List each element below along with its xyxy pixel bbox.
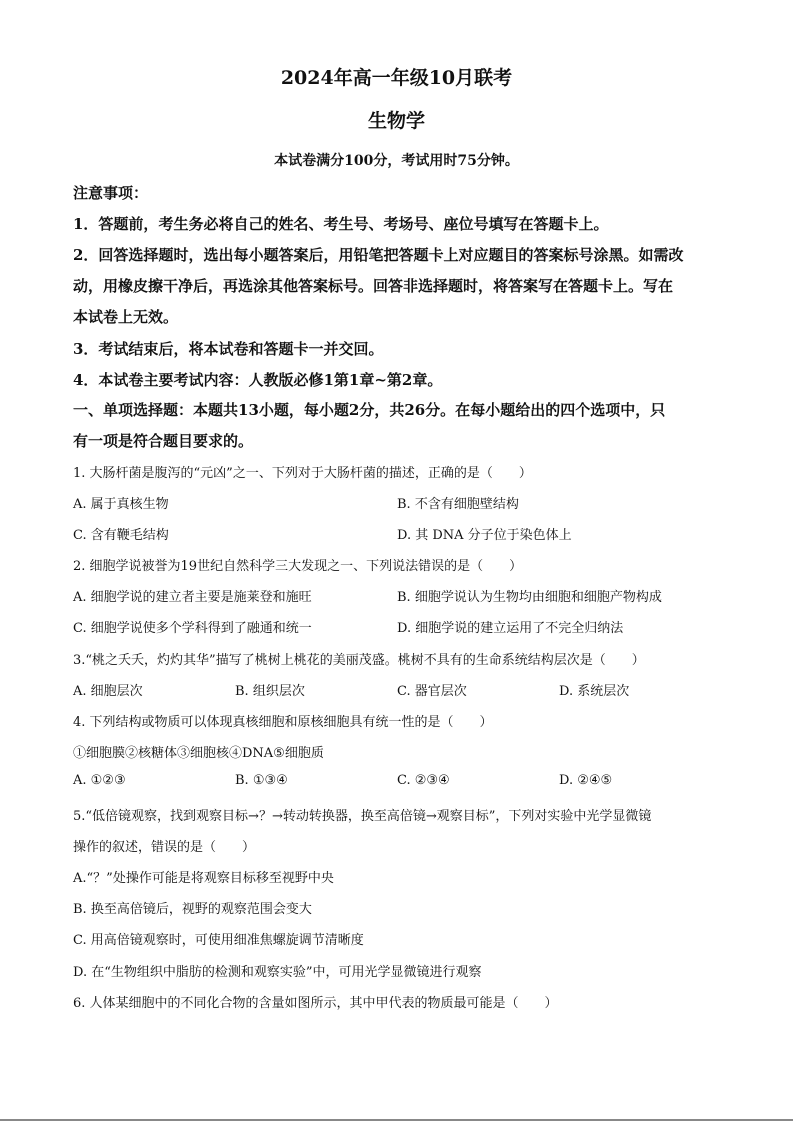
- question-1-option-d: D. 其 DNA 分子位于染色体上: [397, 528, 572, 543]
- exam-info: 本试卷满分100分，考试用时75分钟。: [274, 153, 519, 169]
- question-3-option-d: D. 系统层次: [559, 684, 630, 699]
- question-1-option-a: A. 属于真核生物: [73, 497, 169, 512]
- question-3-stem: 3.“桃之夭夭，灼灼其华”描写了桃树上桃花的美丽茂盛。桃树不具有的生命系统结构层次是（ ）: [73, 653, 645, 668]
- question-2-option-a: A. 细胞学说的建立者主要是施莱登和施旺: [73, 590, 312, 605]
- question-6-stem: 6. 人体某细胞中的不同化合物的含量如图所示，其中甲代表的物质最可能是（ ）: [73, 996, 558, 1011]
- question-2-stem: 2. 细胞学说被誉为19世纪自然科学三大发现之一、下列说法错误的是（ ）: [73, 559, 523, 574]
- notice-heading: 注意事项：: [73, 184, 149, 202]
- section-heading-line-2: 有一项是符合题目要求的。: [73, 432, 254, 450]
- notice-item-3: 3．考试结束后，将本试卷和答题卡一并交回。: [73, 340, 384, 358]
- question-2-option-b: B. 细胞学说认为生物均由细胞和细胞产物构成: [397, 590, 662, 605]
- question-3-option-a: A. 细胞层次: [73, 684, 143, 699]
- question-5-option-b: B. 换至高倍镜后，视野的观察范围会变大: [73, 902, 312, 917]
- question-5-option-c: C. 用高倍镜观察时，可使用细准焦螺旋调节清晰度: [73, 933, 364, 948]
- subject-title: 生物学: [367, 110, 425, 132]
- question-4-option-a: A. ①②③: [73, 773, 126, 788]
- question-3-option-c: C. 器官层次: [397, 684, 467, 699]
- question-4-list: ①细胞膜②核糖体③细胞核④DNA⑤细胞质: [73, 746, 324, 761]
- question-3-option-b: B. 组织层次: [235, 684, 305, 699]
- question-5-option-d: D. 在“生物组织中脂肪的检测和观察实验”中，可用光学显微镜进行观察: [73, 965, 482, 980]
- question-5-stem-line-1: 5.“低倍镜观察，找到观察目标→？→转动转换器，换至高倍镜→观察目标”，下列对实验中光学显微镜: [73, 809, 652, 824]
- question-2-option-c: C. 细胞学说使多个学科得到了融通和统一: [73, 621, 312, 636]
- question-5-stem-line-2: 操作的叙述，错误的是（ ）: [73, 840, 256, 855]
- question-4-option-b: B. ①③④: [235, 773, 288, 788]
- notice-item-4: 4．本试卷主要考试内容：人教版必修1第1章~第2章。: [73, 371, 443, 389]
- question-4-option-d: D. ②④⑤: [559, 773, 613, 788]
- section-heading-line-1: 一、单项选择题：本题共13小题，每小题2分，共26分。在每小题给出的四个选项中，只: [73, 401, 666, 419]
- exam-title: 2024年高一年级10月联考: [280, 67, 513, 89]
- question-4-option-c: C. ②③④: [397, 773, 450, 788]
- page-bottom-rule: [0, 1119, 793, 1121]
- question-1-option-c: C. 含有鞭毛结构: [73, 528, 169, 543]
- question-1-option-b: B. 不含有细胞壁结构: [397, 497, 519, 512]
- question-2-option-d: D. 细胞学说的建立运用了不完全归纳法: [397, 621, 624, 636]
- notice-item-1: 1．答题前，考生务必将自己的姓名、考生号、考场号、座位号填写在答题卡上。: [73, 215, 609, 233]
- notice-item-2-line-3: 本试卷上无效。: [73, 308, 179, 326]
- question-1-stem: 1. 大肠杆菌是腹泻的“元凶”之一、下列对于大肠杆菌的描述，正确的是（ ）: [73, 466, 532, 481]
- notice-item-2-line-2: 动，用橡皮擦干净后，再选涂其他答案标号。回答非选择题时，将答案写在答题卡上。写在: [73, 277, 674, 295]
- notice-item-2-line-1: 2．回答选择题时，选出每小题答案后，用铅笔把答题卡上对应题目的答案标号涂黑。如需改: [73, 246, 684, 264]
- question-4-stem: 4. 下列结构或物质可以体现真核细胞和原核细胞具有统一性的是（ ）: [73, 715, 493, 730]
- question-5-option-a: A.“？”处操作可能是将观察目标移至视野中央: [73, 871, 334, 886]
